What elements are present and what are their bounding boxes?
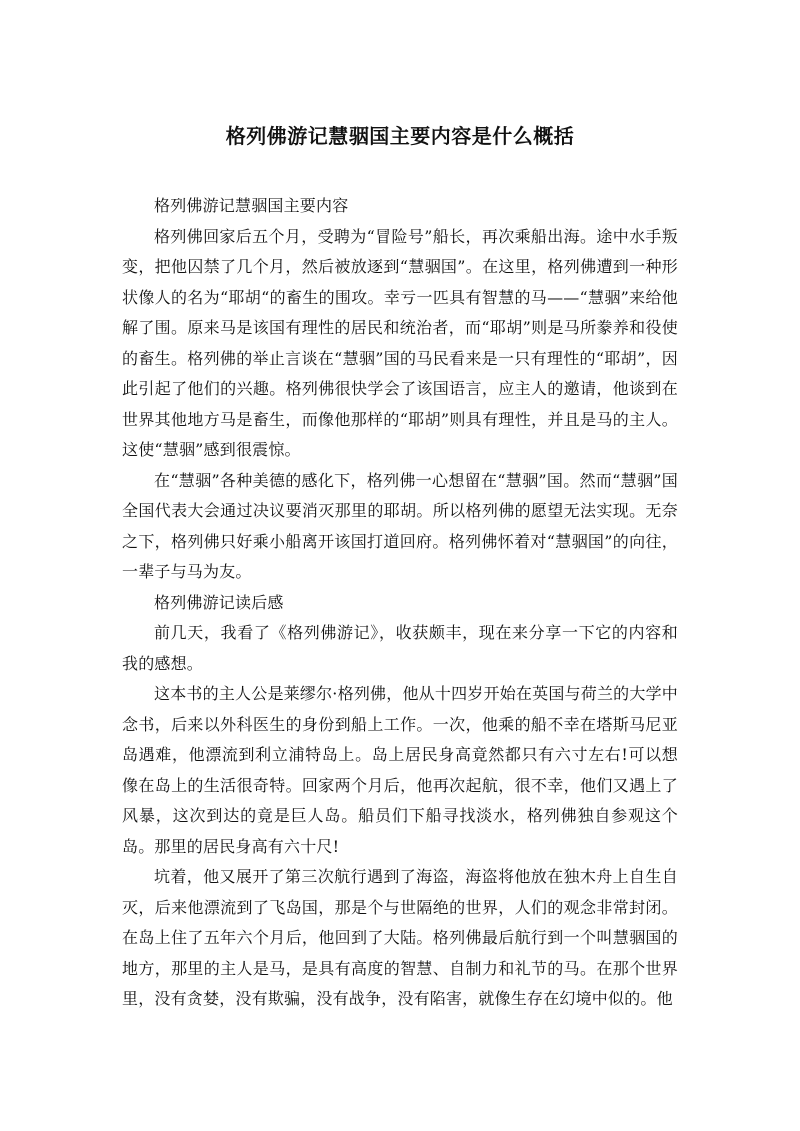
section-heading-review: 格列佛游记读后感	[154, 592, 284, 612]
document-body	[122, 191, 678, 1015]
paragraph: 格列佛回家后五个月，受聘为“冒险号”船长，再次乘船出海。途中水手叛变，把他囚禁了几个月，然后被放逐到“慧骃国”。在这里，格列佛遭到一种形状像人的名为“耶胡“的畜生的围攻。幸亏一匹具有智慧的马——“慧骃”来给他解了围。原来马是该国有理性的居民和统治者，而“耶胡”则是马所豢养和役使的畜生。格列佛的举止言谈在“慧骃”国的马民看来是一只有理性的“耶胡”，因此引起了他们的兴趣。格列佛很快学会了该国语言，应主人的邀请，他谈到在世界其他地方马是畜生，而像他那样的“耶胡”则具有理性，并且是马的主人。这使“慧骃”感到很震惊。	[122, 226, 678, 459]
paragraph: 在“慧骃”各种美德的感化下，格列佛一心想留在“慧骃”国。然而“慧骃”国全国代表大会通过决议要消灭那里的耶胡。所以格列佛的愿望无法实现。无奈之下，格列佛只好乘小船离开该国打道回府。格列佛怀着对“慧骃国”的向往，一辈子与马为友。	[122, 470, 678, 581]
paragraph: 坑着，他又展开了第三次航行遇到了海盗，海盗将他放在独木舟上自生自灭，后来他漂流到了飞岛国，那是个与世隔绝的世界，人们的观念非常封闭。在岛上住了五年六个月后，他回到了大陆。格列佛最后航行到一个叫慧骃国的地方，那里的主人是马，是具有高度的智慧、自制力和礼节的马。在那个世界里，没有贪婪，没有欺骗，没有战争，没有陷害，就像生存在幻境中似的。他	[122, 867, 678, 1008]
paragraph: 这本书的主人公是莱缪尔·格列佛，他从十四岁开始在英国与荷兰的大学中念书，后来以外科医生的身份到船上工作。一次，他乘的船不幸在塔斯马尼亚岛遇难，他漂流到利立浦特岛上。岛上居民身高竟然都只有六寸左右!可以想像在岛上的生活很奇特。回家两个月后，他再次起航，很不幸，他们又遇上了风暴，这次到达的竟是巨人岛。船员们下船寻找淡水，格列佛独自参观这个岛。那里的居民身高有六十尺!	[122, 684, 678, 856]
document-title: 格列佛游记慧骃国主要内容是什么概括	[225, 124, 575, 148]
paragraph: 前几天，我看了《格列佛游记》，收获颇丰，现在来分享一下它的内容和我的感想。	[122, 623, 678, 673]
section-heading-summary: 格列佛游记慧骃国主要内容	[154, 196, 349, 215]
